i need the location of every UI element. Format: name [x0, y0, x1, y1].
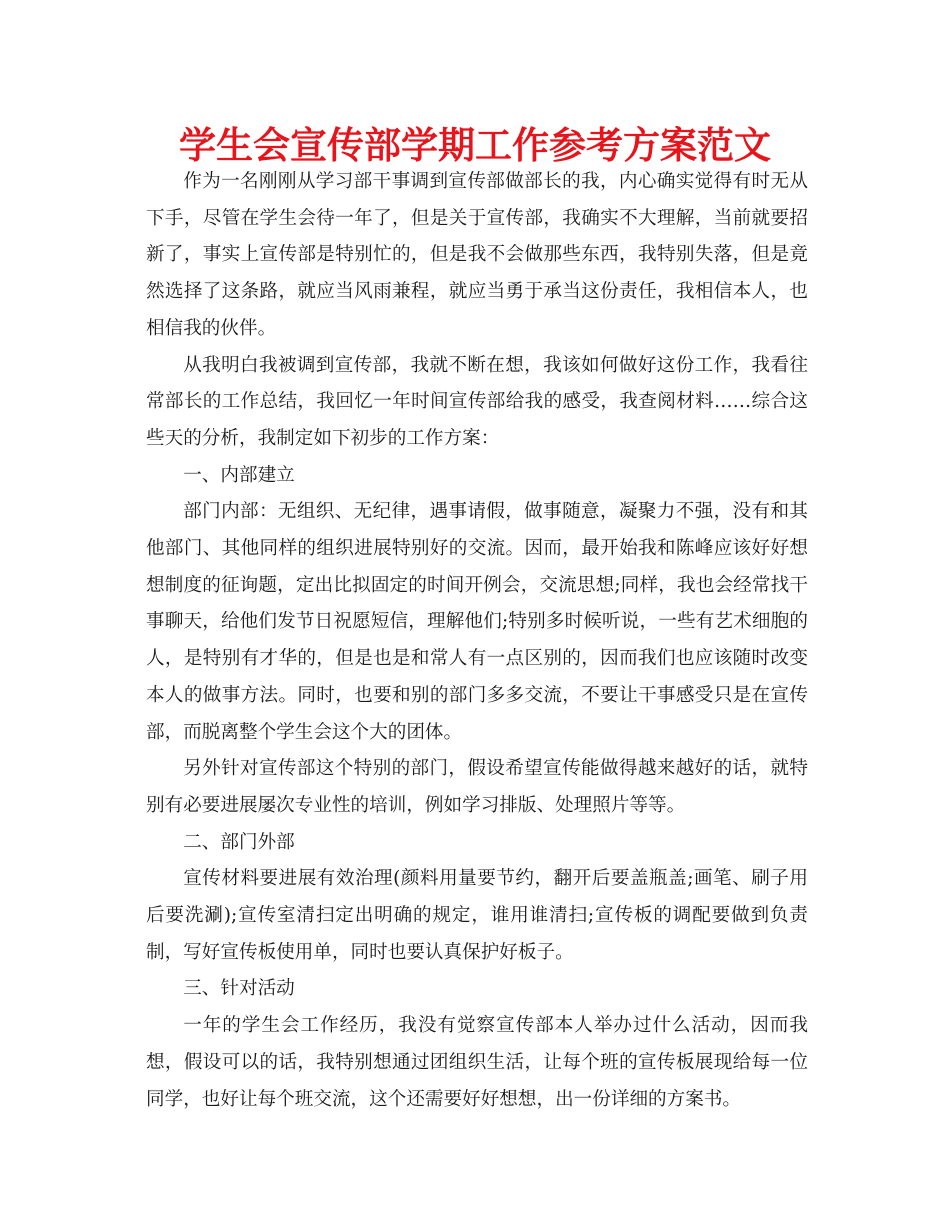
- section-heading-internal: 一、内部建立: [183, 464, 295, 486]
- paragraph-external: 宣传材料要进展有效治理(颜料用量要节约，翻开后要盖瓶盖;画笔、刷子用后要洗涮);宣传室清扫定出明确的规定，谁用谁清扫;宣传板的调配要做到负责制，写好宣传板使用单，同时也要认真保护好板子。: [146, 868, 808, 963]
- paragraph-internal: 部门内部：无组织、无纪律，遇事请假，做事随意，凝聚力不强，没有和其他部门、其他同样的组织进展特别好的交流。因而，最开始我和陈峰应该好好想想制度的征询题，定出比拟固定的时间开例会，交流思想;同样，我也会经常找干事聊天，给他们发节日祝愿短信，理解他们;特别多时候听说，一些有艺术细胞的人，是特别有才华的，但是也是和常人有一点区别的，因而我们也应该随时改变本人的做事方法。同时，也要和别的部门多多交流，不要让干事感受只是在宣传部，而脱离整个学生会这个大的团体。: [146, 501, 808, 743]
- document-title: 学生会宣传部学期工作参考方案范文: [179, 124, 771, 167]
- paragraph-training: 另外针对宣传部这个特别的部门，假设希望宣传能做得越来越好的话，就特别有必要进展屡次专业性的培训，例如学习排版、处理照片等等。: [146, 758, 808, 816]
- section-heading-activities: 三、针对活动: [183, 978, 295, 1000]
- paragraph-activities: 一年的学生会工作经历，我没有觉察宣传部本人举办过什么活动，因而我想，假设可以的话，我特别想通过团组织生活，让每个班的宣传板展现给每一位同学，也好让每个班交流，这个还需要好好想想，出一份详细的方案书。: [146, 1015, 808, 1110]
- section-heading-external: 二、部门外部: [183, 831, 295, 853]
- paragraph-intro: 作为一名刚刚从学习部干事调到宣传部做部长的我，内心确实觉得有时无从下手，尽管在学生会待一年了，但是关于宣传部，我确实不大理解，当前就要招新了，事实上宣传部是特别忙的，但是我不会做那些东西，我特别失落，但是竟然选择了这条路，就应当风雨兼程，就应当勇于承当这份责任，我相信本人，也相信我的伙伴。: [146, 171, 808, 339]
- document-body: [146, 164, 808, 1118]
- paragraph-plan-intro: 从我明白我被调到宣传部，我就不断在想，我该如何做好这份工作，我看往常部长的工作总结，我回忆一年时间宣传部给我的感受，我查阅材料……综合这些天的分析，我制定如下初步的工作方案：: [146, 354, 808, 449]
